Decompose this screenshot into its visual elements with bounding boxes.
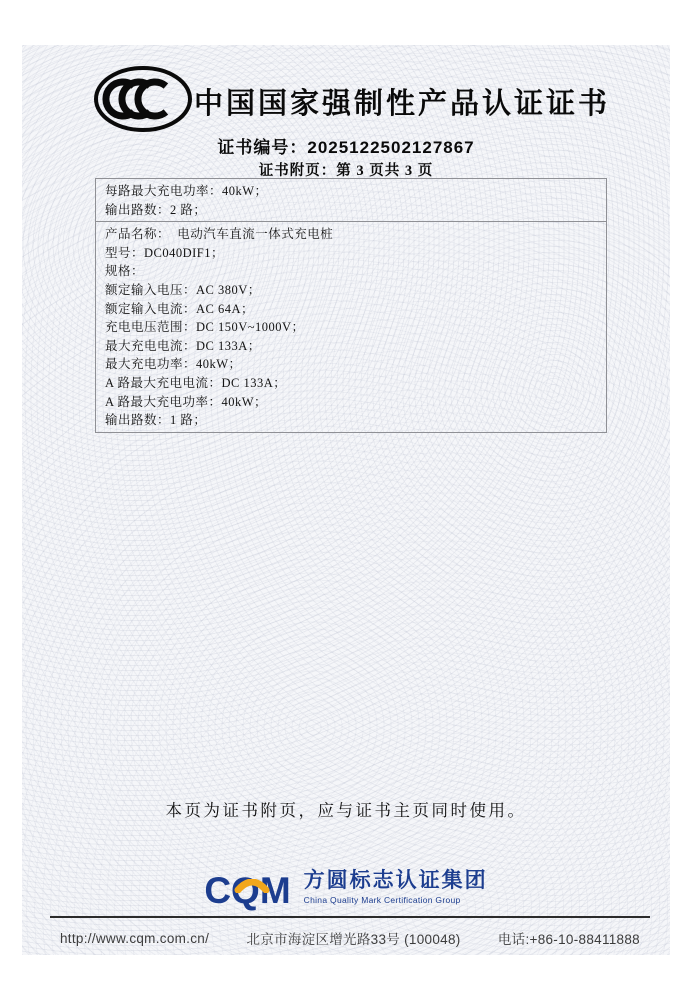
- cqm-wordmark-text: CQM: [204, 870, 291, 911]
- spec-table-section-2: [96, 222, 606, 432]
- address: 北京市海淀区增光路33号 (100048): [246, 932, 461, 947]
- spec-row: 型号：DC040DIF1；: [105, 245, 225, 260]
- certificate-page-line: [22, 159, 670, 180]
- spec-row: 最大充电电流：DC 133A；: [105, 338, 261, 353]
- spec-row: 充电电压范围：DC 150V~1000V；: [105, 320, 305, 335]
- spec-row: 最大充电功率：40kW；: [105, 357, 242, 372]
- footer-note: 本页为证书附页，应与证书主页同时使用。: [165, 801, 527, 820]
- cqm-logo: [22, 863, 670, 911]
- spec-table-section-1: [96, 179, 606, 222]
- website-url: http://www.cqm.com.cn/: [60, 930, 210, 946]
- spec-row: 输出路数：1 路；: [105, 413, 207, 428]
- contact-row: [60, 928, 640, 948]
- cqm-name-en: China Quality Mark Certification Group: [303, 895, 461, 905]
- certificate-number-line: [22, 133, 670, 158]
- spec-row: A 路最大充电电流：DC 133A；: [105, 375, 287, 390]
- certificate-page: [22, 45, 670, 955]
- spec-row: A 路最大充电功率：40kW；: [105, 394, 268, 409]
- ccc-mark-icon: [92, 65, 194, 133]
- certificate-page-label: 证书附页：: [258, 163, 337, 179]
- spec-table: [95, 178, 607, 433]
- spec-row: 额定输入电压：AC 380V；: [105, 282, 261, 297]
- spec-row: 额定输入电流：AC 64A；: [105, 301, 255, 316]
- spec-row: 规格：: [105, 264, 145, 279]
- certificate-number-value: 2025122502127867: [307, 138, 475, 157]
- spec-row: 输出路数：2 路；: [105, 202, 207, 217]
- cqm-arc-icon: [234, 861, 270, 901]
- certificate-page-value: 第 3 页共 3 页: [336, 163, 434, 179]
- cqm-name-block: [304, 869, 488, 905]
- certificate-number-label: 证书编号：: [217, 138, 308, 157]
- spec-row: 产品名称： 电动汽车直流一体式充电桩: [105, 227, 334, 242]
- certificate-title: 中国国家强制性产品认证证书: [193, 88, 610, 120]
- spec-row: 每路最大充电功率：40kW；: [105, 184, 268, 198]
- cqm-wordmark: [204, 863, 290, 911]
- footer-divider: [50, 916, 650, 918]
- phone: 电话:+86-10-88411888: [497, 932, 640, 947]
- cqm-name-cn: 方圆标志认证集团: [303, 869, 488, 892]
